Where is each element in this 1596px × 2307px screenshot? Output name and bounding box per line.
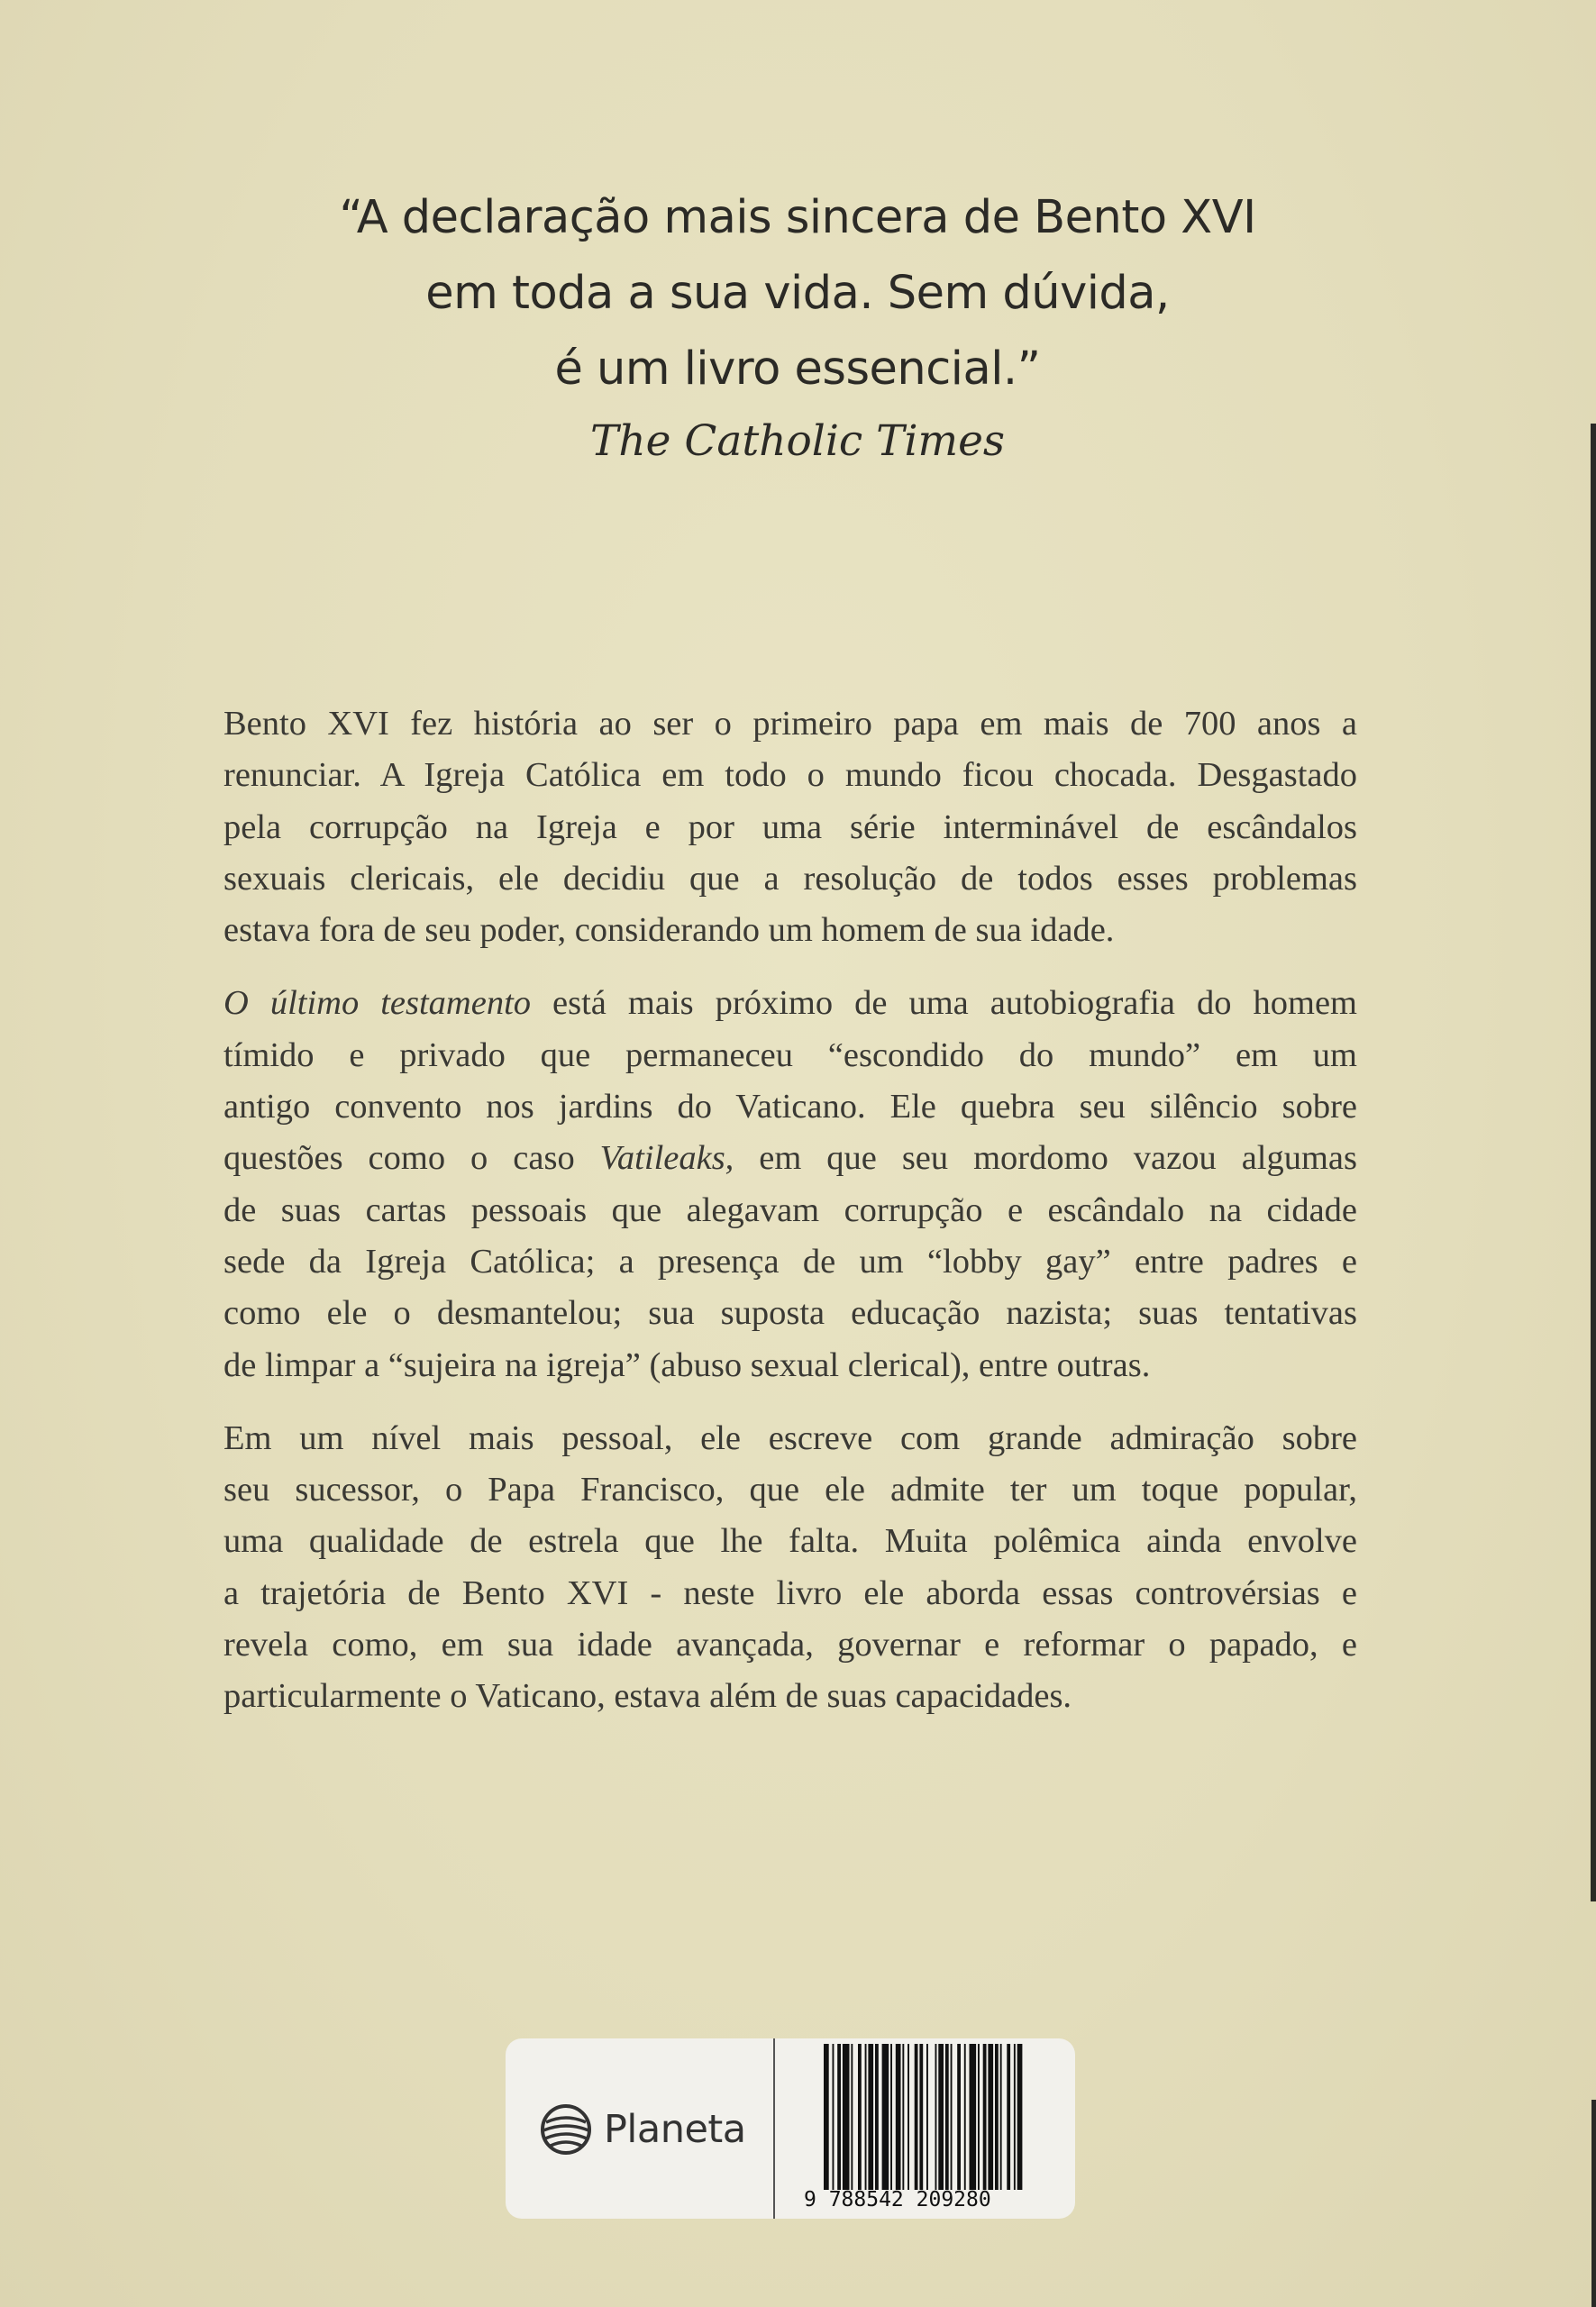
text-line: sede da Igreja Católica; a presença de um “lobby gay” entre padres e <box>223 1242 1357 1281</box>
barcode-bar <box>951 2044 953 2190</box>
book-title: O último testamento <box>223 984 532 1023</box>
publisher-name: Planeta <box>604 2107 746 2152</box>
barcode-bar <box>851 2044 853 2190</box>
barcode-bar <box>938 2044 944 2190</box>
barcode-bar <box>865 2044 867 2190</box>
barcode-bar <box>868 2044 873 2190</box>
barcode-bar <box>919 2044 923 2190</box>
blurb-paragraph-2 <box>223 978 1357 1391</box>
barcode-bar <box>935 2044 937 2190</box>
barcode-bar <box>858 2044 862 2190</box>
text-line: antigo convento nos jardins do Vaticano. Ele quebra seu silêncio sobre <box>223 1088 1357 1126</box>
text-line <box>223 978 1357 1029</box>
blurb <box>223 698 1357 1745</box>
isbn-number: 9 788542 209280 <box>804 2188 991 2211</box>
text-line: uma qualidade de estrela que lhe falta. Muita polêmica ainda envolve <box>223 1522 1357 1561</box>
barcode-bar <box>907 2044 909 2190</box>
barcode-bar <box>978 2044 980 2190</box>
barcode-bar <box>843 2044 850 2190</box>
barcode-bar <box>1014 2044 1016 2190</box>
text-line: tímido e privado que permaneceu “escondido do mundo” em um <box>223 1035 1357 1074</box>
barcode-bar <box>882 2044 889 2190</box>
text-line: Bento XVI fez história ao ser o primeiro papa em mais de 700 anos a <box>223 705 1357 743</box>
barcode-bar <box>995 2044 999 2190</box>
barcode-bar <box>896 2044 901 2190</box>
globe-icon <box>539 2102 593 2157</box>
barcode-bar <box>833 2044 834 2190</box>
barcode-bar <box>875 2044 879 2190</box>
barcode-bar <box>1007 2044 1010 2190</box>
quote-line: é um livro essencial.” <box>554 342 1041 396</box>
barcode-bar <box>915 2044 918 2190</box>
text-segment: em que seu mordomo vazou algumas <box>734 1139 1357 1178</box>
publisher-logo <box>539 2098 746 2161</box>
italic-term: Vatileaks, <box>599 1139 734 1178</box>
text-line: a trajetória de Bento XVI - neste livro ele aborda essas controvérsias e <box>223 1573 1357 1612</box>
barcode-bar <box>988 2044 993 2190</box>
blurb-paragraph-1 <box>223 698 1357 956</box>
text-line: pela corrupção na Igreja e por uma série interminável de escândalos <box>223 807 1357 846</box>
barcode-bar <box>890 2044 892 2190</box>
quote-line: em toda a sua vida. Sem dúvida, <box>425 267 1170 320</box>
barcode-bar <box>945 2044 949 2190</box>
text-line: como ele o desmantelou; sua suposta educação nazista; suas tentativas <box>223 1294 1357 1333</box>
barcode-bar <box>1000 2044 1002 2190</box>
blurb-paragraph-3 <box>223 1413 1357 1723</box>
barcode-bar <box>1017 2044 1023 2190</box>
pull-quote <box>144 180 1451 407</box>
text-line: seu sucessor, o Papa Francisco, que ele admite ter um toque popular, <box>223 1471 1357 1509</box>
spine-edge-lower <box>1591 2100 1596 2307</box>
barcode-bar <box>957 2044 961 2190</box>
barcode-bar <box>926 2044 928 2190</box>
text-segment: questões como o caso <box>223 1139 600 1178</box>
text-line: de limpar a “sujeira na igreja” (abuso sexual clerical), entre outras. <box>223 1345 1151 1384</box>
quote-line: “A declaração mais sincera de Bento XVI <box>339 191 1256 244</box>
barcode-bar <box>983 2044 987 2190</box>
text-line: estava fora de seu poder, considerando um homem de sua idade. <box>223 911 1115 950</box>
text-line <box>223 1133 1357 1184</box>
text-line: sexuais clericais, ele decidiu que a resolução de todos esses problemas <box>223 859 1357 898</box>
barcode-bar <box>964 2044 966 2190</box>
barcode-bar <box>902 2044 904 2190</box>
barcode-bar <box>824 2044 829 2190</box>
text-line: revela como, em sua idade avançada, governar e reformar o papado, e <box>223 1626 1357 1664</box>
quote-source: The Catholic Times <box>589 416 1006 466</box>
barcode-bar <box>837 2044 841 2190</box>
text-line: de suas cartas pessoais que alegavam corrupção e escândalo na cidade <box>223 1190 1357 1229</box>
text-line: renunciar. A Igreja Católica em todo o mundo ficou chocada. Desgastado <box>223 756 1357 795</box>
text-line: Em um nível mais pessoal, ele escreve com grande admiração sobre <box>223 1418 1357 1457</box>
text-line: particularmente o Vaticano, estava além de suas capacidades. <box>223 1677 1072 1716</box>
panel-divider <box>773 2038 775 2219</box>
barcode-bar <box>970 2044 977 2190</box>
spine-edge <box>1591 424 1596 1901</box>
text-segment: está mais próximo de uma autobiografia do homem <box>531 984 1358 1023</box>
barcode <box>824 2044 1056 2190</box>
